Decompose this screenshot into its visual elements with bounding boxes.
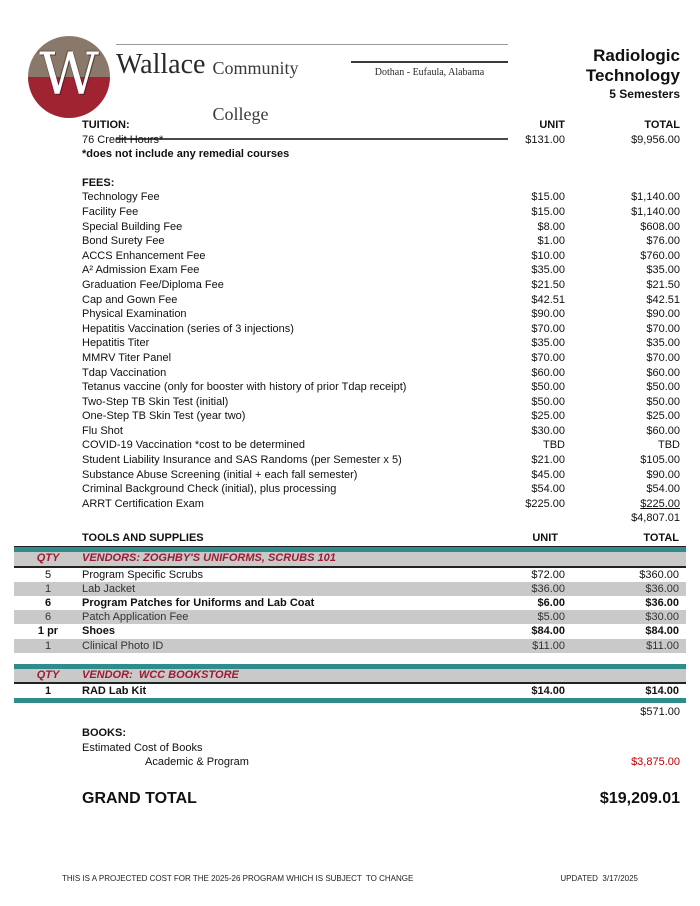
tuition-note: *does not include any remedial courses bbox=[82, 148, 290, 161]
grand-total-label: GRAND TOTAL bbox=[82, 789, 197, 807]
fee-item-label: COVID-19 Vaccination *cost to be determined bbox=[82, 439, 305, 452]
fee-unit-value: $70.00 bbox=[531, 322, 565, 335]
fee-total-value: $60.00 bbox=[646, 424, 680, 437]
supply-total-value: $30.00 bbox=[645, 611, 679, 624]
supply-item-label: Program Specific Scrubs bbox=[82, 568, 204, 581]
fee-unit-value: $60.00 bbox=[531, 366, 565, 379]
fee-unit-value: $225.00 bbox=[525, 497, 565, 510]
vendor2-header-row bbox=[14, 669, 686, 685]
fee-row bbox=[0, 322, 700, 337]
bookstore-table bbox=[14, 664, 686, 704]
fee-total-value: $35.00 bbox=[646, 337, 680, 350]
supply-qty-value: 1 bbox=[44, 639, 52, 652]
fee-row bbox=[0, 307, 700, 322]
college-name: Wallace bbox=[116, 49, 206, 80]
fee-total-value: $21.50 bbox=[646, 278, 680, 291]
fee-unit-value: $30.00 bbox=[531, 424, 565, 437]
fee-item-label: Special Building Fee bbox=[82, 220, 183, 233]
fee-unit-value: $50.00 bbox=[531, 395, 565, 408]
college-name-suffix: Community College bbox=[212, 58, 299, 124]
tuition-section-label: TUITION: bbox=[82, 119, 130, 131]
vendor1-title: VENDORS: ZOGHBY'S UNIFORMS, SCRUBS 101 bbox=[82, 552, 336, 565]
fee-total-value: $54.00 bbox=[646, 483, 680, 496]
fee-total-value: $70.00 bbox=[646, 351, 680, 364]
footer-updated-date: UPDATED 3/17/2025 bbox=[560, 874, 638, 883]
grand-total-value: $19,209.01 bbox=[599, 789, 680, 807]
fee-item-label: Flu Shot bbox=[82, 424, 123, 437]
fee-item-label: Graduation Fee/Diploma Fee bbox=[82, 278, 224, 291]
books-section-label: BOOKS: bbox=[82, 727, 126, 740]
fee-row bbox=[0, 453, 700, 468]
fee-item-label: ARRT Certification Exam bbox=[82, 497, 204, 510]
supply-item-label: Program Patches for Uniforms and Lab Coat bbox=[82, 596, 315, 609]
fee-unit-value: $8.00 bbox=[537, 220, 565, 233]
fee-row bbox=[0, 263, 700, 278]
tuition-header-row bbox=[0, 118, 700, 133]
grand-total-row bbox=[0, 790, 700, 808]
total-column-header: TOTAL bbox=[644, 119, 680, 131]
fee-row bbox=[0, 220, 700, 235]
supply-unit-value: $84.00 bbox=[531, 625, 565, 638]
fee-row bbox=[0, 366, 700, 381]
program-title-line1: Radiologic bbox=[593, 46, 680, 65]
fee-row bbox=[0, 336, 700, 351]
fee-row bbox=[0, 395, 700, 410]
fee-unit-value: $25.00 bbox=[531, 410, 565, 423]
fee-item-label: One-Step TB Skin Test (year two) bbox=[82, 410, 246, 423]
fee-unit-value: $35.00 bbox=[531, 337, 565, 350]
tools-header-row bbox=[14, 531, 686, 546]
fees-subtotal-row bbox=[0, 511, 700, 526]
fee-total-value: $225.00 bbox=[640, 497, 680, 510]
fee-total-value: $1,140.00 bbox=[631, 205, 680, 218]
fee-unit-value: $21.50 bbox=[531, 278, 565, 291]
fee-total-value: $608.00 bbox=[640, 220, 680, 233]
fee-unit-value: $70.00 bbox=[531, 351, 565, 364]
fee-total-value: $60.00 bbox=[646, 366, 680, 379]
fees-rows bbox=[0, 190, 700, 511]
supply-qty-value: 1 pr bbox=[37, 625, 59, 638]
qty-column-header: QTY bbox=[36, 552, 60, 565]
supply-unit-value: $14.00 bbox=[531, 685, 565, 698]
page-footer bbox=[62, 874, 680, 883]
tools-subtotal-value: $571.00 bbox=[640, 706, 680, 719]
supply-qty-value: 1 bbox=[44, 685, 52, 698]
fee-unit-value: $50.00 bbox=[531, 381, 565, 394]
supply-row bbox=[14, 610, 686, 624]
fee-total-value: $90.00 bbox=[646, 308, 680, 321]
supply-total-value: $84.00 bbox=[645, 625, 679, 638]
supply-total-value: $360.00 bbox=[639, 568, 679, 581]
fee-unit-value: $90.00 bbox=[531, 308, 565, 321]
fee-row bbox=[0, 249, 700, 264]
vendor2-rows bbox=[14, 684, 686, 698]
tools-unit-column-header: UNIT bbox=[532, 532, 558, 545]
fee-total-value: TBD bbox=[658, 439, 680, 452]
supply-unit-value: $72.00 bbox=[531, 568, 565, 581]
fee-item-label: Technology Fee bbox=[82, 191, 160, 204]
fee-item-label: Tdap Vaccination bbox=[82, 366, 167, 379]
supply-row bbox=[14, 639, 686, 653]
fee-item-label: Student Liability Insurance and SAS Randoms (per Semester x 5) bbox=[82, 454, 402, 467]
fee-row bbox=[0, 468, 700, 483]
fee-item-label: ACCS Enhancement Fee bbox=[82, 249, 206, 262]
fee-total-value: $1,140.00 bbox=[631, 191, 680, 204]
teal-divider-bar-3 bbox=[14, 698, 686, 703]
supply-qty-value: 1 bbox=[44, 582, 52, 595]
supply-item-label: Patch Application Fee bbox=[82, 611, 189, 624]
fee-item-label: A² Admission Exam Fee bbox=[82, 264, 200, 277]
fee-row bbox=[0, 438, 700, 453]
fee-row bbox=[0, 409, 700, 424]
program-subtitle: 5 Semesters bbox=[609, 87, 680, 101]
tuition-unit-value: $131.00 bbox=[525, 133, 565, 146]
supply-qty-value: 6 bbox=[44, 611, 52, 624]
fee-item-label: Hepatitis Vaccination (series of 3 injections) bbox=[82, 322, 294, 335]
fee-total-value: $90.00 bbox=[646, 468, 680, 481]
supply-row bbox=[14, 582, 686, 596]
fee-unit-value: $54.00 bbox=[531, 483, 565, 496]
program-title-line2: Technology bbox=[585, 66, 680, 85]
fee-total-value: $70.00 bbox=[646, 322, 680, 335]
supply-row bbox=[14, 624, 686, 638]
tools-table bbox=[14, 531, 686, 653]
fee-total-value: $42.51 bbox=[646, 293, 680, 306]
fee-item-label: Criminal Background Check (initial), plus processing bbox=[82, 483, 337, 496]
supply-item-label: RAD Lab Kit bbox=[82, 685, 147, 698]
fee-item-label: Cap and Gown Fee bbox=[82, 293, 178, 306]
footer-disclaimer: THIS IS A PROJECTED COST FOR THE 2025-26 PROGRAM WHICH IS SUBJECT TO CHANGE bbox=[62, 874, 414, 883]
supply-row bbox=[14, 596, 686, 610]
supply-qty-value: 5 bbox=[44, 568, 52, 581]
fee-row bbox=[0, 190, 700, 205]
supply-unit-value: $5.00 bbox=[537, 611, 565, 624]
fees-section-label: FEES: bbox=[82, 176, 115, 189]
fee-row bbox=[0, 278, 700, 293]
books-academic-row bbox=[0, 755, 700, 770]
qty-column-header-2: QTY bbox=[36, 668, 60, 681]
supply-item-label: Shoes bbox=[82, 625, 116, 638]
fee-unit-value: TBD bbox=[543, 439, 565, 452]
supply-row bbox=[14, 684, 686, 698]
fee-total-value: $760.00 bbox=[640, 249, 680, 262]
fee-item-label: Tetanus vaccine (only for booster with history of prior Tdap receipt) bbox=[82, 381, 407, 394]
tools-section-label: TOOLS AND SUPPLIES bbox=[82, 532, 204, 545]
books-estimated-label: Estimated Cost of Books bbox=[82, 741, 203, 754]
fee-item-label: Facility Fee bbox=[82, 205, 139, 218]
fee-row bbox=[0, 351, 700, 366]
supply-total-value: $36.00 bbox=[645, 582, 679, 595]
fee-item-label: MMRV Titer Panel bbox=[82, 351, 172, 364]
supply-total-value: $11.00 bbox=[646, 639, 679, 652]
fee-row bbox=[0, 293, 700, 308]
supply-qty-value: 6 bbox=[44, 596, 52, 609]
fee-item-label: Physical Examination bbox=[82, 308, 187, 321]
vendor1-rows bbox=[14, 568, 686, 653]
tuition-row bbox=[0, 133, 700, 148]
tuition-total-value: $9,956.00 bbox=[631, 133, 680, 146]
fee-row bbox=[0, 234, 700, 249]
fee-item-label: Bond Surety Fee bbox=[82, 235, 165, 248]
fee-row bbox=[0, 497, 700, 512]
fee-row bbox=[0, 205, 700, 220]
fee-total-value: $105.00 bbox=[640, 454, 680, 467]
fee-row bbox=[0, 380, 700, 395]
fees-subtotal-value: $4,807.01 bbox=[631, 512, 680, 525]
fee-unit-value: $21.00 bbox=[531, 454, 565, 467]
fee-unit-value: $15.00 bbox=[531, 191, 565, 204]
supply-unit-value: $6.00 bbox=[537, 596, 565, 609]
vendor2-title: VENDOR: WCC BOOKSTORE bbox=[82, 668, 239, 681]
fee-unit-value: $45.00 bbox=[531, 468, 565, 481]
fee-row bbox=[0, 482, 700, 497]
supply-item-label: Lab Jacket bbox=[82, 582, 136, 595]
supply-unit-value: $11.00 bbox=[532, 639, 565, 652]
fee-item-label: Substance Abuse Screening (initial + each fall semester) bbox=[82, 468, 358, 481]
tools-total-column-header: TOTAL bbox=[643, 532, 679, 545]
books-amount-value: $3,875.00 bbox=[631, 756, 680, 769]
supply-unit-value: $36.00 bbox=[531, 582, 565, 595]
tools-subtotal-row bbox=[0, 705, 700, 720]
fee-unit-value: $1.00 bbox=[537, 235, 565, 248]
fee-total-value: $35.00 bbox=[646, 264, 680, 277]
fee-total-value: $25.00 bbox=[646, 410, 680, 423]
tuition-item-label: 76 Credit Hours* bbox=[82, 133, 164, 146]
college-location: Dothan - Eufaula, Alabama bbox=[351, 61, 508, 78]
books-academic-label: Academic & Program bbox=[145, 756, 249, 769]
vendor1-header-row bbox=[14, 552, 686, 568]
fee-unit-value: $15.00 bbox=[531, 205, 565, 218]
fee-row bbox=[0, 424, 700, 439]
fee-item-label: Hepatitis Titer bbox=[82, 337, 150, 350]
fee-unit-value: $42.51 bbox=[531, 293, 565, 306]
supply-item-label: Clinical Photo ID bbox=[82, 639, 164, 652]
fee-unit-value: $10.00 bbox=[531, 249, 565, 262]
fee-total-value: $50.00 bbox=[646, 395, 680, 408]
supply-total-value: $14.00 bbox=[645, 685, 679, 698]
fee-total-value: $50.00 bbox=[646, 381, 680, 394]
fee-item-label: Two-Step TB Skin Test (initial) bbox=[82, 395, 229, 408]
fee-unit-value: $35.00 bbox=[531, 264, 565, 277]
unit-column-header: UNIT bbox=[539, 119, 565, 131]
supply-total-value: $36.00 bbox=[645, 596, 679, 609]
supply-row bbox=[14, 568, 686, 582]
fee-total-value: $76.00 bbox=[646, 235, 680, 248]
logo-letter: W bbox=[39, 40, 99, 108]
